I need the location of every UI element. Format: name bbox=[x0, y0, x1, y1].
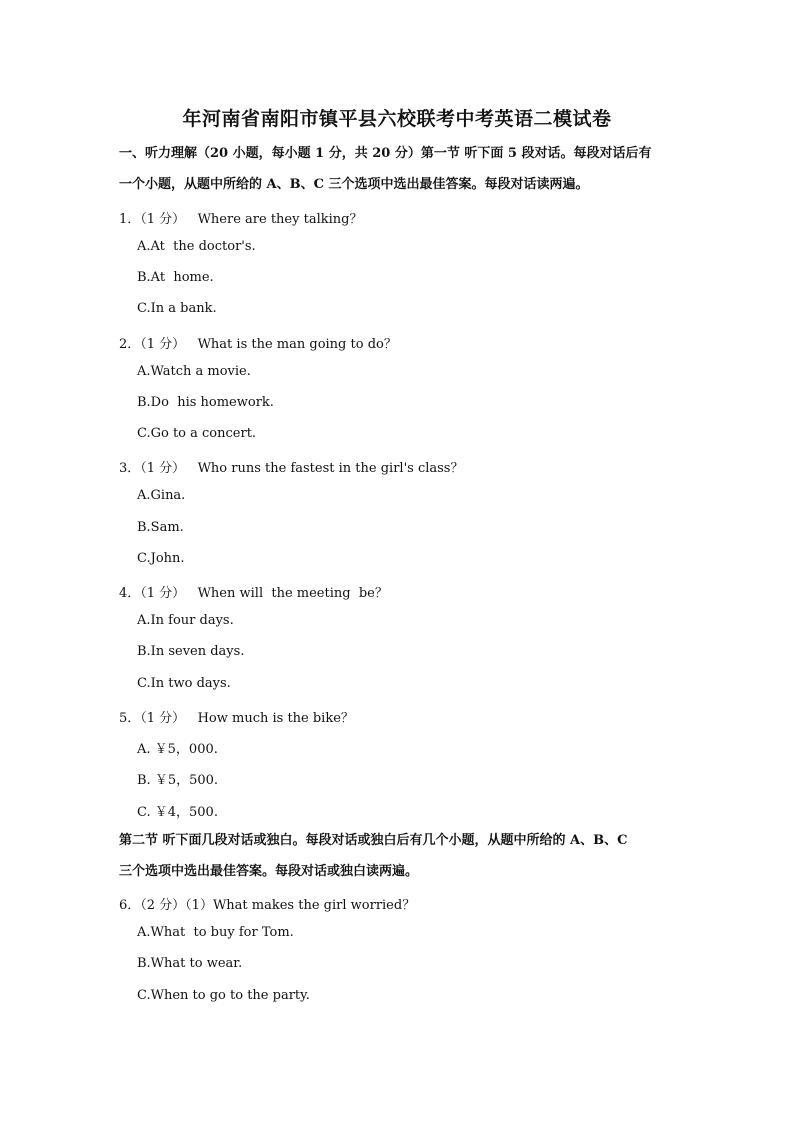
question-5-option-b: B. ￥5，500. bbox=[137, 773, 219, 788]
question-2-option-b: B.Do his homework. bbox=[137, 395, 274, 410]
question-1-stem: 1．（1 分） Where are they talking？ bbox=[119, 212, 363, 227]
section2-instructions-line1: 第二节 听下面几段对话或独白。每段对话或独白后有几个小题，从题中所给的 A、B、C bbox=[119, 833, 628, 848]
question-6-stem: 6．（2 分）（1）What makes the girl worried？ bbox=[119, 898, 416, 913]
question-4-option-a: A.In four days. bbox=[137, 613, 234, 628]
question-2-option-c: C.Go to a concert. bbox=[137, 426, 257, 441]
question-1-option-c: C.In a bank. bbox=[137, 301, 217, 316]
question-6-option-a: A.What to buy for Tom. bbox=[137, 925, 294, 940]
question-2-stem: 2．（1 分） What is the man going to do？ bbox=[119, 337, 397, 352]
question-5-option-a: A. ￥5，000. bbox=[137, 742, 218, 757]
question-6-option-c: C.When to go to the party. bbox=[137, 988, 310, 1003]
question-5-stem: 5．（1 分） How much is the bike？ bbox=[119, 711, 354, 726]
section1-instructions-line2: 一个小题，从题中所给的 A、B、C 三个选项中选出最佳答案。每段对话读两遍。 bbox=[119, 177, 589, 192]
question-4-option-b: B.In seven days. bbox=[137, 644, 245, 659]
question-3-stem: 3．（1 分） Who runs the fastest in the girl's class？ bbox=[119, 461, 464, 476]
section2-instructions-line2: 三个选项中选出最佳答案。每段对话或独白读两遍。 bbox=[119, 864, 419, 879]
page-title: 年河南省南阳市镇平县六校联考中考英语二模试卷 bbox=[182, 108, 612, 130]
question-1-option-b: B.At home. bbox=[137, 270, 214, 285]
question-4-option-c: C.In two days. bbox=[137, 676, 231, 691]
question-2-option-a: A.Watch a movie. bbox=[137, 364, 251, 379]
question-1-option-a: A.At the doctor's. bbox=[137, 239, 256, 254]
question-6-option-b: B.What to wear. bbox=[137, 956, 243, 971]
question-5-option-c: C. ￥4，500. bbox=[137, 805, 218, 820]
section1-instructions-line1: 一、听力理解（20 小题，每小题 1 分，共 20 分）第一节 听下面 5 段对话。每段对话后有 bbox=[119, 146, 652, 161]
question-3-option-b: B.Sam. bbox=[137, 520, 184, 535]
question-3-option-c: C.John. bbox=[137, 551, 185, 566]
question-3-option-a: A.Gina. bbox=[137, 488, 186, 503]
question-4-stem: 4．（1 分） When will the meeting be？ bbox=[119, 586, 388, 601]
